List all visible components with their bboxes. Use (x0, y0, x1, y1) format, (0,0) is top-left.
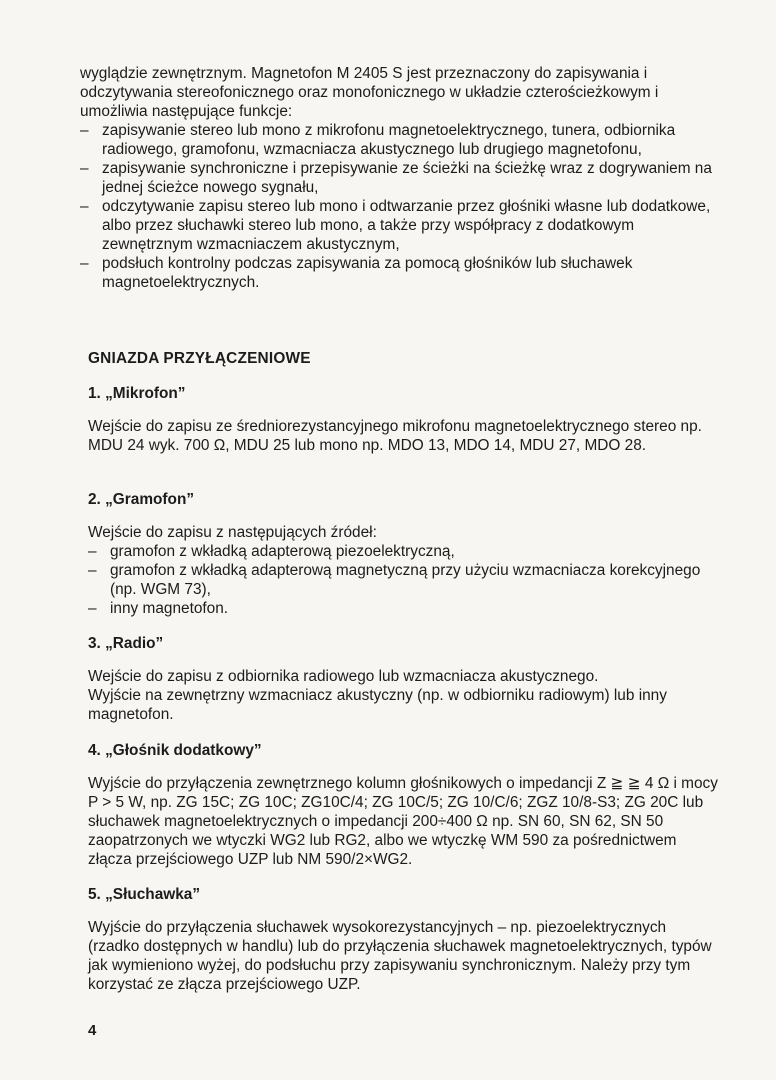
section-text-input: Wejście do zapisu z odbiornika radiowego lub wzmacniacza akustycznego. (88, 668, 599, 685)
section-text: Wyjście do przyłączenia słuchawek wysokorezystancyjnych – np. piezoelektrycznych (rzadko dostępnych w handlu) lub do przyłączenia słuchawek magnetoelektrycznych, typów jak wymieniono wyżej, do podsłuchu przy zapisywaniu synchronicznym. Należy przy tym korzystać ze złącza przejściowego UZP. (88, 919, 712, 993)
section-glosnik-dodatkowy (88, 741, 718, 869)
source-item: – gramofon z wkładką adapterową magnetyczną przy użyciu wzmacniacza korekcyjnego (np. WGM 73), (88, 561, 718, 599)
section-text: Wejście do zapisu ze średniorezystancyjnego mikrofonu magnetoelektrycznego stereo np. MDU 24 wyk. 700 Ω, MDU 25 lub mono np. MDO 13, MDO 14, MDU 27, MDO 28. (88, 418, 702, 454)
function-item: – podsłuch kontrolny podczas zapisywania za pomocą głośników lub słuchawek magnetoelektrycznych. (80, 254, 718, 292)
functions-list (80, 121, 718, 292)
function-item: – odczytywanie zapisu stereo lub mono i odtwarzanie przez głośniki własne lub dodatkowe, albo przez słuchawki stereo lub mono, a także przy współpracy z dodatkowym zewnętrznym wzmacniaczem akustycznym, (80, 197, 718, 254)
section-title: 2. „Gramofon” (88, 491, 195, 508)
intro-block (80, 64, 718, 292)
section-title: 1. „Mikrofon” (88, 385, 186, 402)
section-mikrofon (88, 384, 718, 455)
section-title: 3. „Radio” (88, 635, 164, 652)
section-intro: Wejście do zapisu z następujących źródeł: (88, 524, 377, 541)
sockets-heading: GNIAZDA PRZYŁĄCZENIOWE (88, 350, 311, 367)
page-number: 4 (88, 1022, 97, 1039)
intro-paragraph: wyglądzie zewnętrznym. Magnetofon M 2405 S jest przeznaczony do zapisywania i odczytywania stereofonicznego oraz monofonicznego w układzie czterościeżkowym i umożliwia następujące funkcje: (80, 65, 659, 120)
section-title: 4. „Głośnik dodatkowy” (88, 742, 262, 759)
section-radio (88, 634, 718, 724)
section-gramofon (88, 490, 718, 618)
function-item: – zapisywanie stereo lub mono z mikrofonu magnetoelektrycznego, tunera, odbiornika radiowego, gramofonu, wzmacniacza akustycznego lub drugiego magnetofonu, (80, 121, 718, 159)
function-item: – zapisywanie synchroniczne i przepisywanie ze ścieżki na ścieżkę wraz z dogrywaniem na jednej ścieżce nowego sygnału, (80, 159, 718, 197)
section-sluchawka (88, 885, 718, 994)
sources-list (88, 542, 718, 618)
source-item: – inny magnetofon. (88, 599, 718, 618)
section-title: 5. „Słuchawka” (88, 886, 201, 903)
source-item: – gramofon z wkładką adapterową piezoelektryczną, (88, 542, 718, 561)
section-text-output: Wyjście na zewnętrzny wzmacniacz akustyczny (np. w odbiorniku radiowym) lub inny magnetofon. (88, 687, 667, 723)
section-text: Wyjście do przyłączenia zewnętrznego kolumn głośnikowych o impedancji Z ≧ ≧ 4 Ω i mocy P > 5 W, np. ZG 15C; ZG 10C; ZG10C/4; ZG 10C/5; ZG 10/C/6; ZGZ 10/8-S3; ZG 20C lub słuchawek magnetoelektrycznych o impedancji 200÷400 Ω np. SN 60, SN 62, SN 50 zaopatrzonych we wtyczki WG2 lub RG2, albo we wtyczkę WM 590 za pośrednictwem złącza przejściowego UZP lub NM 590/2×WG2. (88, 775, 718, 868)
